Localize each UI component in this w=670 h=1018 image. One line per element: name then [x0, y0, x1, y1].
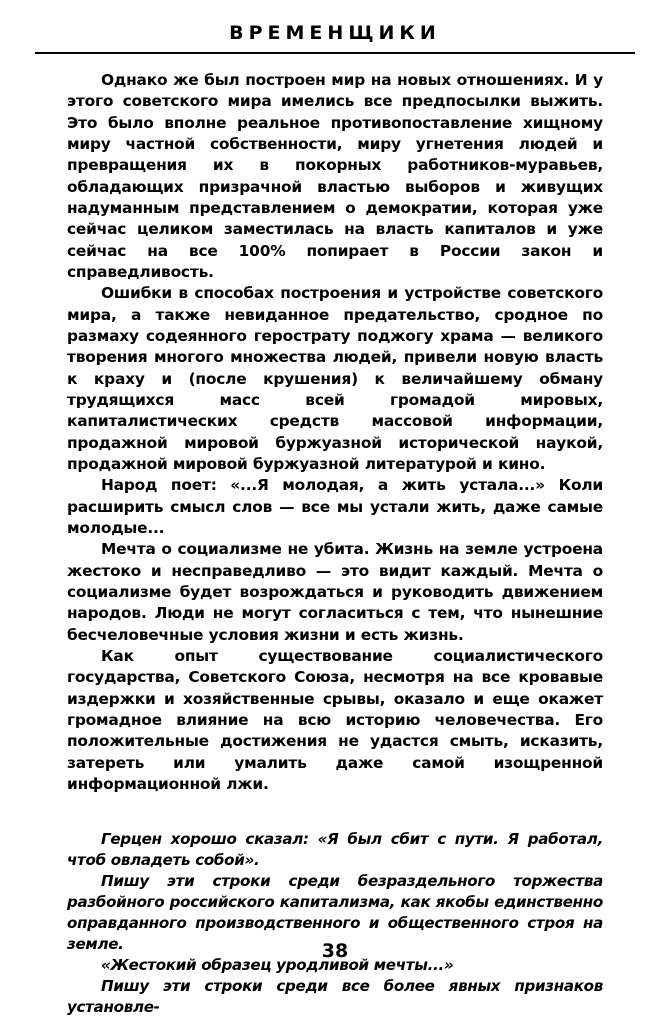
page-number: 38: [321, 940, 349, 962]
paragraph: Как опыт существование социалистического государства, Советского Союза, несмотря на все кровавые издержки и хозяйственные срывы, оказало и еще окажет громадное влияние на всю историю человечества. Его положительные достижения не удастся смыть, исказить, затереть или умалить даже самой изощренной информационной лжи.: [67, 646, 603, 793]
paragraph: Народ поет: «...Я молодая, а жить устала...» Коли расширить смысл слов — все мы устали жить, даже самые молодые...: [67, 476, 603, 537]
paragraph: Однако же был построен мир на новых отношениях. И у этого советского мира имелись все предпосылки выжить. Это было вполне реальное противопоставление хищному миру частной собственности, миру угнетения людей и превращения их в покорных работников-муравьев, обладающих призрачной властью выборов и живущих надуманным представлением о демократии, которая уже сейчас целиком заместилась на власть капиталов и уже сейчас на все 100% попирает в России закон и справедливость.: [67, 71, 603, 281]
running-title: ВРЕМЕНЩИКИ: [229, 22, 441, 44]
italic-paragraph: Пишу эти строки среди все более явных признаков установле-: [67, 976, 603, 1016]
italic-paragraph: Герцен хорошо сказал: «Я был сбит с пути. Я работал, чтоб овладеть собой».: [67, 830, 603, 870]
italic-paragraph: «Жестокий образец уродливой мечты...»: [101, 955, 454, 974]
paragraph: Ошибки в способах построения и устройстве советского мира, а также невиданное предательство, сродное по размаху содеянного герострату поджогу храма — великого творения многого множества людей, привели новую власть к краху и (после крушения) к величайшему обману трудящихся масс всей громадой мировых, капиталистических средств массовой информации, продажной мировой буржуазной исторической наукой, продажной мировой буржуазной литературой и кино.: [67, 284, 603, 473]
section-gap: [67, 795, 603, 829]
italic-paragraph: Пишу эти строки среди безраздельного торжества разбойного российского капитализма, как якобы единственно оправданного производственного и общественного строя на земле.: [67, 872, 603, 953]
page-content: [67, 54, 603, 1018]
paragraph: Мечта о социализме не убита. Жизнь на земле устроена жестоко и несправедливо — это видит каждый. Мечта о социализме будет возрождаться и руководить движением народов. Люди не могут согласиться с тем, что нынешние бесчеловечные условия жизни и есть жизнь.: [67, 540, 603, 644]
